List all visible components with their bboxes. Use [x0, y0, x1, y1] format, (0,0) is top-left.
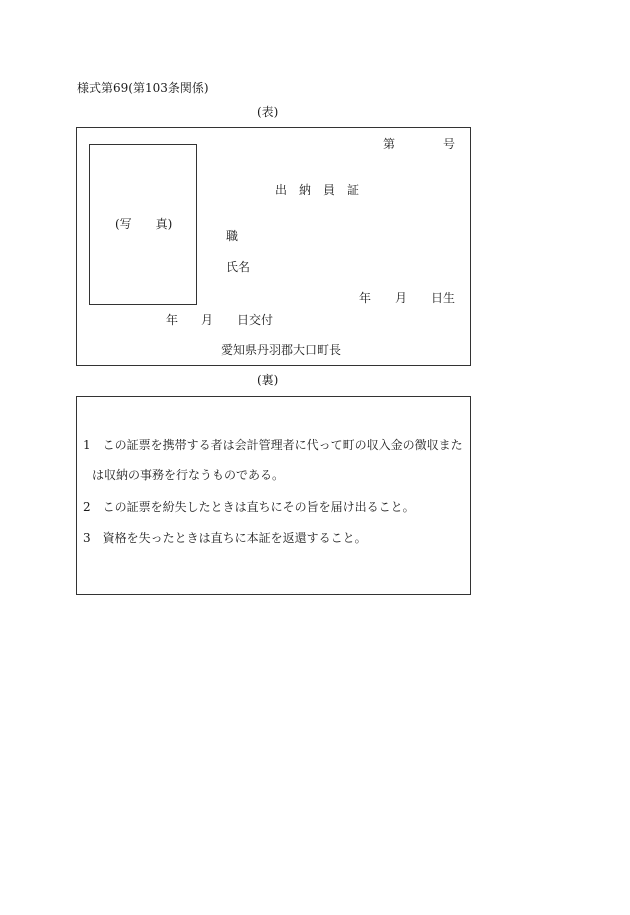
front-side-label: (表) — [257, 105, 279, 119]
name-label: 氏名 — [226, 260, 251, 274]
birth-year-label: 年 — [359, 291, 372, 305]
number-go-label: 号 — [443, 137, 456, 151]
job-label: 職 — [226, 229, 239, 243]
back-side-label: (裏) — [257, 373, 279, 387]
photo-box — [89, 144, 197, 305]
card-front — [76, 127, 471, 366]
note-1-line-1: 1 この証票を携帯する者は会計管理者に代って町の収入金の徴収また — [83, 438, 463, 452]
number-dai-label: 第 — [383, 137, 396, 151]
note-1-line-2: は収納の事務を行なうものである。 — [92, 468, 285, 482]
issue-year-label: 年 — [166, 313, 179, 327]
card-back — [76, 396, 471, 595]
form-title: 様式第69(第103条関係) — [77, 81, 209, 95]
birth-month-label: 月 — [395, 291, 408, 305]
note-3: 3 資格を失ったときは直ちに本証を返還すること。 — [83, 531, 367, 545]
note-2: 2 この証票を紛失したときは直ちにその旨を届け出ること。 — [83, 500, 415, 514]
issue-day-label: 日交付 — [237, 313, 274, 327]
birth-day-label: 日生 — [431, 291, 456, 305]
issuer-label: 愛知県丹羽郡大口町長 — [221, 343, 342, 357]
photo-label: (写 真) — [115, 217, 173, 231]
card-title: 出 納 員 証 — [275, 183, 360, 197]
issue-month-label: 月 — [201, 313, 214, 327]
